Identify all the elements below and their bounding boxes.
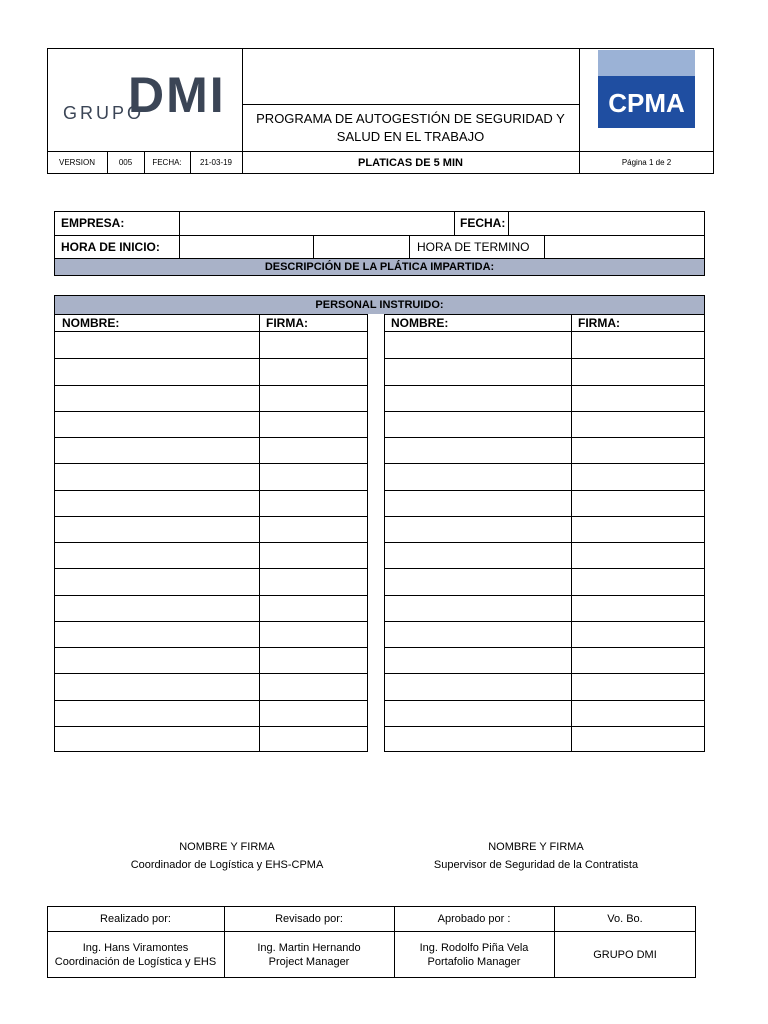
descripcion-label: DESCRIPCIÓN DE LA PLÁTICA IMPARTIDA: [264,261,495,273]
aprobado-header: Aprobado por : [437,912,511,925]
roster-firma-left-5[interactable] [260,439,367,462]
sign-left-role: Coordinador de Logística y EHS-CPMA [130,859,324,871]
fecha-field[interactable] [509,212,704,234]
roster-firma-left-11[interactable] [260,597,367,620]
roster-nombre-left-14[interactable] [55,675,259,698]
roster-firma-right-9[interactable] [572,544,704,567]
revisado-role: Project Manager [268,955,350,968]
roster-firma-right-7[interactable] [572,492,704,515]
roster-firma-left-12[interactable] [260,623,367,646]
roster-firma-right-1[interactable] [572,334,704,357]
roster-nombre-right-4[interactable] [385,413,571,436]
roster-firma-right-12[interactable] [572,623,704,646]
logo-prefix: GRUPO [63,103,145,123]
col-nombre-left: NOMBRE: [62,316,120,330]
fecha-info-label: FECHA: [460,216,506,230]
roster-firma-left-15[interactable] [260,702,367,725]
roster-nombre-left-3[interactable] [55,387,259,410]
sign-left-title: NOMBRE Y FIRMA [179,841,275,853]
roster-firma-left-8[interactable] [260,518,367,541]
roster-firma-right-15[interactable] [572,702,704,725]
roster-nombre-left-11[interactable] [55,597,259,620]
grupo-dmi-logo [60,67,230,130]
roster-nombre-right-11[interactable] [385,597,571,620]
roster-firma-left-7[interactable] [260,492,367,515]
roster-nombre-right-7[interactable] [385,492,571,515]
roster-nombre-right-5[interactable] [385,439,571,462]
roster-nombre-right-1[interactable] [385,334,571,357]
vobo-header: Vo. Bo. [607,912,643,925]
cpma-logo-text: CPMA [608,88,685,118]
roster-nombre-right-14[interactable] [385,675,571,698]
hora-extra-field[interactable] [314,236,408,257]
roster-nombre-right-8[interactable] [385,518,571,541]
revisado-header: Revisado por: [275,912,343,925]
roster-nombre-right-12[interactable] [385,623,571,646]
roster-firma-left-1[interactable] [260,334,367,357]
col-firma-left: FIRMA: [266,316,308,330]
logo-main: DMI [128,67,226,123]
roster-firma-left-2[interactable] [260,360,367,383]
roster-nombre-right-15[interactable] [385,702,571,725]
roster-nombre-right-9[interactable] [385,544,571,567]
empresa-field[interactable] [180,212,453,234]
personal-title: PERSONAL INSTRUIDO: [315,299,444,311]
roster-nombre-right-6[interactable] [385,465,571,488]
roster-firma-right-5[interactable] [572,439,704,462]
roster-firma-left-9[interactable] [260,544,367,567]
roster-nombre-left-6[interactable] [55,465,259,488]
roster-nombre-left-7[interactable] [55,492,259,515]
roster-nombre-left-5[interactable] [55,439,259,462]
aprobado-role: Portafolio Manager [427,955,521,968]
roster-firma-right-8[interactable] [572,518,704,541]
roster-firma-left-10[interactable] [260,570,367,593]
roster-nombre-left-1[interactable] [55,334,259,357]
roster-firma-left-3[interactable] [260,387,367,410]
roster-nombre-left-4[interactable] [55,413,259,436]
realizado-role: Coordinación de Logística y EHS [54,955,217,968]
roster-firma-left-14[interactable] [260,675,367,698]
roster-firma-left-16[interactable] [260,728,367,751]
realizado-name: Ing. Hans Viramontes [82,941,189,954]
roster-nombre-right-3[interactable] [385,387,571,410]
roster-nombre-left-10[interactable] [55,570,259,593]
fecha-label: FECHA: [152,158,182,167]
realizado-cell [47,931,224,978]
version-label: VERSION [58,158,95,167]
roster-firma-right-11[interactable] [572,597,704,620]
hora-inicio-field[interactable] [180,236,312,257]
roster-nombre-right-2[interactable] [385,360,571,383]
roster-nombre-right-10[interactable] [385,570,571,593]
revisado-cell [224,931,394,978]
roster-firma-left-4[interactable] [260,413,367,436]
document-subtitle: PLATICAS DE 5 MIN [358,156,463,169]
roster-nombre-left-13[interactable] [55,649,259,672]
roster-firma-right-4[interactable] [572,413,704,436]
vobo-cell: GRUPO DMI [593,948,657,961]
realizado-header: Realizado por: [100,912,171,925]
title-line-2: SALUD EN EL TRABAJO [336,129,485,144]
document-title [242,104,579,151]
roster-firma-right-13[interactable] [572,649,704,672]
col-nombre-right: NOMBRE: [391,316,449,330]
roster-firma-right-16[interactable] [572,728,704,751]
roster-nombre-left-2[interactable] [55,360,259,383]
roster-firma-right-6[interactable] [572,465,704,488]
sign-right-title: NOMBRE Y FIRMA [488,841,584,853]
col-firma-right: FIRMA: [578,316,620,330]
roster-firma-right-2[interactable] [572,360,704,383]
version-value: 005 [118,158,133,167]
roster-nombre-right-16[interactable] [385,728,571,751]
roster-firma-right-14[interactable] [572,675,704,698]
roster-nombre-left-8[interactable] [55,518,259,541]
roster-nombre-left-12[interactable] [55,623,259,646]
cpma-logo [598,50,695,128]
aprobado-cell [394,931,554,978]
roster-nombre-right-13[interactable] [385,649,571,672]
roster-nombre-left-9[interactable] [55,544,259,567]
empresa-label: EMPRESA: [61,216,125,230]
hora-termino-label: HORA DE TERMINO [417,239,530,254]
roster-firma-left-13[interactable] [260,649,367,672]
roster-nombre-left-16[interactable] [55,728,259,751]
roster-firma-left-6[interactable] [260,465,367,488]
sign-right-role: Supervisor de Seguridad de la Contratista [433,859,639,871]
revisado-name: Ing. Martin Hernando [257,941,361,954]
fecha-value: 21-03-19 [199,158,233,167]
roster-firma-right-10[interactable] [572,570,704,593]
hora-termino-field[interactable] [545,236,704,257]
roster-firma-right-3[interactable] [572,387,704,410]
hora-inicio-label: HORA DE INICIO: [61,239,160,254]
aprobado-name: Ing. Rodolfo Piña Vela [419,941,529,954]
page-number: Página 1 de 2 [621,158,672,167]
title-line-1: PROGRAMA DE AUTOGESTIÓN DE SEGURIDAD Y [256,111,565,126]
roster-nombre-left-15[interactable] [55,702,259,725]
